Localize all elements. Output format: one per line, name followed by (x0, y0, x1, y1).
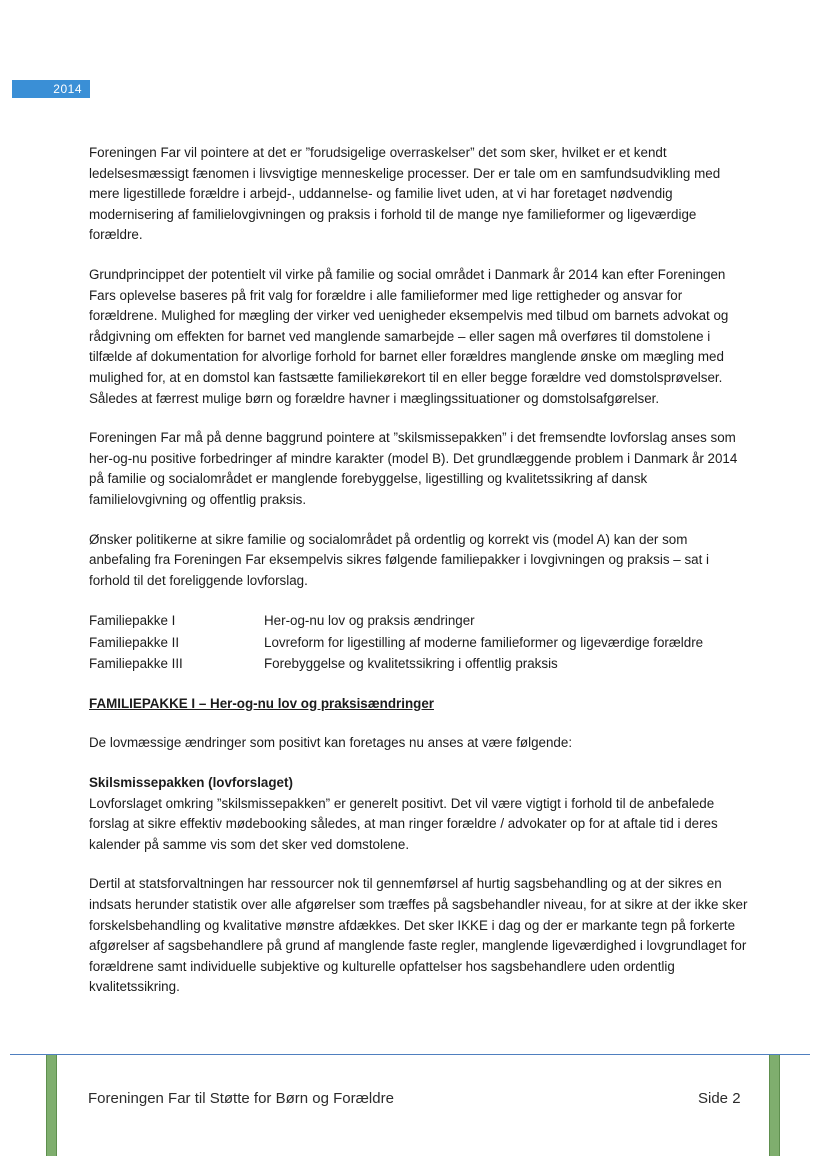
paragraph-statsforvaltningen: Dertil at statsforvaltningen har ressourcer nok til gennemførsel af hurtig sagsbehandling og at der sikres en indsats herunder statistik over alle afgørelser som træffes på sagsbehandler niveau, for at sikre at der ikke sker forskelsbehandling og kvalitative mønstre afdækkes. Det sker IKKE i dag og der er markante tegn på forkerte afgørelser af sagsbehandlere på grund af manglende faste regler, manglende ligeværdighed i lovgrundlaget for forældrene samt individuelle subjektive og kulturelle opfattelser hos sagsbehandlere uden ordentlig kvalitetssikring. (89, 876, 748, 995)
subheading-skilsmissepakken: Skilsmissepakken (lovforslaget) (89, 774, 293, 790)
package-row (89, 610, 749, 632)
package-row (89, 632, 749, 654)
paragraph-model-a-anbefaling: Ønsker politikerne at sikre familie og socialområdet på ordentlig og korrekt vis (model A) kan der som anbefaling fra Foreningen Far eksempelvis sikres følgende familiepakker i lovgivningen og praksis – sat i forhold til det foreliggende lovforslag. (89, 531, 709, 588)
section-heading-familiepakke-1: FAMILIEPAKKE I – Her-og-nu lov og praksisændringer (89, 695, 434, 711)
paragraph-grundprincippet: Grundprincippet der potentielt vil virke på familie og social området i Danmark år 2014 kan efter Foreningen Fars oplevelse baseres på frit valg for forældre i alle familieformer med lige rettigheder og ansvar for forældrene. Mulighed for mægling der virker ved uenigheder eksempelvis med tilbud om barnets advokat og rådgivning om effekten for barnet ved manglende samarbejde – eller sagen må overføres til domstolene i tilfælde af dokumentation for alvorlige forhold for barnet eller forældres manglende ønske om mægling med mulighed for, at en domstol kan fastsætte familiekørekort til en eller begge forældre ved domstolsprøvelser. Således at færrest mulige børn og forældre havner i mæglingssituationer og domstolsafgørelser. (89, 266, 729, 406)
package-description: Her-og-nu lov og praksis ændringer (264, 613, 475, 629)
package-description: Lovreform for ligestilling af moderne familieformer og ligeværdige forældre (264, 634, 704, 650)
page-number: Side 2 (698, 1090, 741, 1107)
paragraph-forudsigelige-overraskelser: Foreningen Far vil pointere at det er ”forudsigelige overraskelser” det som sker, hvilket er et kendt ledelsesmæssigt fænomen i livsvigtige menneskelige processer. Der er tale om en samfundsudvikling med mere ligestillede forældre i arbejd-, uddannelse- og familie livet uden, at vi har foretaget nødvendig modernisering af familielovgivningen og praksis i forhold til de mange nye familieformer og ligeværdige forældre. (89, 145, 721, 243)
package-name: Familiepakke III (89, 656, 183, 672)
package-name: Familiepakke II (89, 634, 180, 650)
paragraph-lovforslaget: Lovforslaget omkring ”skilsmissepakken” er generelt positivt. Det vil være vigtigt i forhold til de anbefalede forslag at sikre effektiv mødebooking således, at man ringer forældre / advokater op for at aftale tid i deres kalender på samme vis som det sker ved domstolene. (89, 795, 718, 852)
family-package-list (89, 610, 749, 675)
package-name: Familiepakke I (89, 613, 176, 629)
footer-right-bar (769, 1055, 780, 1156)
paragraph-skilsmissepakken-baggrund: Foreningen Far må på denne baggrund pointere at ”skilsmissepakken” i det fremsendte lovforslag anses som her-og-nu positive forbedringer af mindre karakter (model B). Det grundlæggende problem i Danmark år 2014 på familie og socialområdet er manglende forebyggelse, ligestilling og kvalitetssikring af dansk familielovgivning og offentlig praksis. (89, 430, 738, 507)
section-intro: De lovmæssige ændringer som positivt kan foretages nu anses at være følgende: (89, 735, 573, 751)
year-badge: 2014 (12, 80, 90, 98)
footer-left-bar (46, 1055, 57, 1156)
footer-divider (10, 1054, 810, 1055)
package-row (89, 653, 749, 675)
package-description: Forebyggelse og kvalitetssikring i offentlig praksis (264, 656, 558, 672)
document-body (89, 143, 749, 998)
footer-organization: Foreningen Far til Støtte for Børn og Forældre (88, 1090, 394, 1107)
